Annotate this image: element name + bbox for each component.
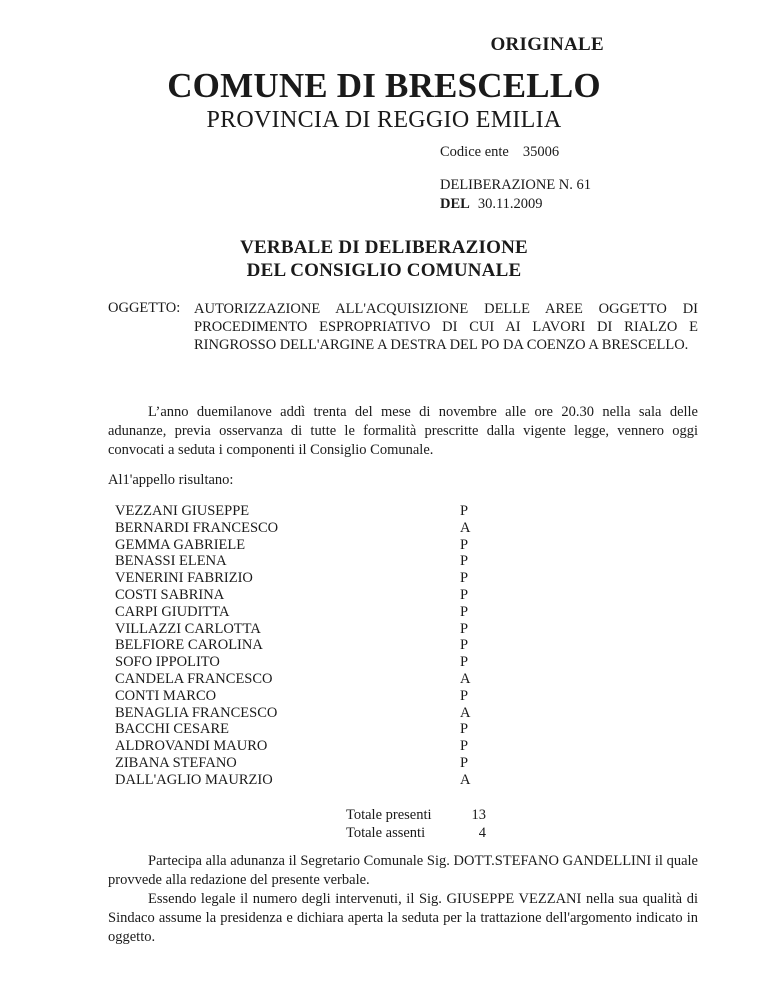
totale-presenti-value: 13 [471,807,486,823]
comune-title: COMUNE DI BRESCELLO [167,66,601,105]
member-row [115,738,495,755]
verbale-title-line2: DEL CONSIGLIO COMUNALE [246,260,522,281]
del-label: DEL [440,196,470,212]
codice-ente-value: 35006 [522,144,560,160]
member-name: BENAGLIA FRANCESCO [115,704,278,721]
oggetto-section [108,300,698,354]
member-status: P [460,637,469,654]
codice-ente [440,144,559,161]
members-list [115,503,495,789]
member-name: BELFIORE CAROLINA [115,637,263,654]
oggetto-label: OGGETTO: [108,300,181,316]
verbale-title-line1: VERBALE DI DELIBERAZIONE [240,237,528,258]
member-name: VEZZANI GIUSEPPE [115,503,250,519]
member-name: COSTI SABRINA [115,586,225,603]
closing-section [108,852,698,947]
member-status: A [460,704,471,721]
originale-stamp: ORIGINALE [490,34,604,55]
member-status: P [460,754,469,771]
member-name: SOFO IPPOLITO [115,654,220,671]
member-row [115,570,495,587]
intro-paragraph [108,403,698,460]
member-row [115,705,495,722]
totale-presenti-row [346,806,486,824]
intro-text: L’anno duemilanove addì trenta del mese di novembre alle ore 20.30 nella sala delle adunanze, previa osservanza di tutte le formalità prescritte dalla vigente legge, vennero oggi convocati a seduta i componenti il Consiglio Comunale. [108,404,698,458]
member-row [115,671,495,688]
member-status: P [460,503,469,519]
member-row [115,637,495,654]
member-name: VENERINI FABRIZIO [115,570,253,587]
member-status: P [460,553,469,570]
delibera-number: DELIBERAZIONE N. 61 [440,177,592,193]
member-status: P [460,620,469,637]
member-name: DALL'AGLIO MAURZIO [115,771,273,788]
provincia-subtitle: PROVINCIA DI REGGIO EMILIA [206,107,562,133]
member-name: GEMMA GABRIELE [115,536,246,553]
codice-ente-label: Codice ente [440,144,509,160]
member-name: BERNARDI FRANCESCO [115,519,279,536]
member-name: BENASSI ELENA [115,553,227,570]
member-row [115,587,495,604]
closing-paragraph-segretario: Partecipa alla adunanza il Segretario Comunale Sig. DOTT.STEFANO GANDELLINI il quale provvede alla redazione del presente verbale. [108,853,698,888]
member-name: BACCHI CESARE [115,721,230,738]
member-status: P [460,687,469,704]
member-row [115,621,495,638]
member-status: P [460,536,469,553]
oggetto-text: AUTORIZZAZIONE ALL'ACQUISIZIONE DELLE AREE OGGETTO DI PROCEDIMENTO ESPROPRIATIVO DI CUI AI LAVORI DI RIALZO E RINGROSSO DELL'ARGINE A DESTRA DEL PO DA COENZO A BRESCELLO. [194,301,698,353]
member-row [115,604,495,621]
member-status: A [460,519,471,536]
member-name: CARPI GIUDITTA [115,603,230,620]
member-status: A [460,670,471,687]
member-row [115,772,495,789]
delibera-date [440,196,543,213]
member-status: P [460,721,469,738]
member-name: CONTI MARCO [115,687,217,704]
closing-paragraph-presidenza: Essendo legale il numero degli intervenuti, il Sig. GIUSEPPE VEZZANI nella sua qualità di Sindaco assume la presidenza e dichiara aperta la seduta per la trattazione dell'argomento indicato in oggetto. [108,891,698,945]
member-name: ALDROVANDI MAURO [115,738,268,755]
member-status: P [460,738,469,755]
member-name: CANDELA FRANCESCO [115,670,273,687]
member-row [115,537,495,554]
totale-assenti-row [346,824,486,842]
member-status: A [460,771,471,788]
member-row [115,520,495,537]
member-status: P [460,570,469,587]
member-row [115,721,495,738]
member-row [115,654,495,671]
totale-presenti-label: Totale presenti [346,807,432,823]
member-status: P [460,586,469,603]
member-row [115,755,495,772]
member-row [115,503,495,520]
member-name: ZIBANA STEFANO [115,754,237,771]
member-status: P [460,654,469,671]
member-name: VILLAZZI CARLOTTA [115,620,261,637]
del-date-value: 30.11.2009 [477,196,543,212]
member-row [115,553,495,570]
totale-assenti-value: 4 [478,825,486,841]
appello-label: Al1'appello risultano: [108,472,234,488]
member-row [115,688,495,705]
member-status: P [460,603,469,620]
totale-assenti-label: Totale assenti [346,825,426,841]
totals-block [346,806,486,842]
